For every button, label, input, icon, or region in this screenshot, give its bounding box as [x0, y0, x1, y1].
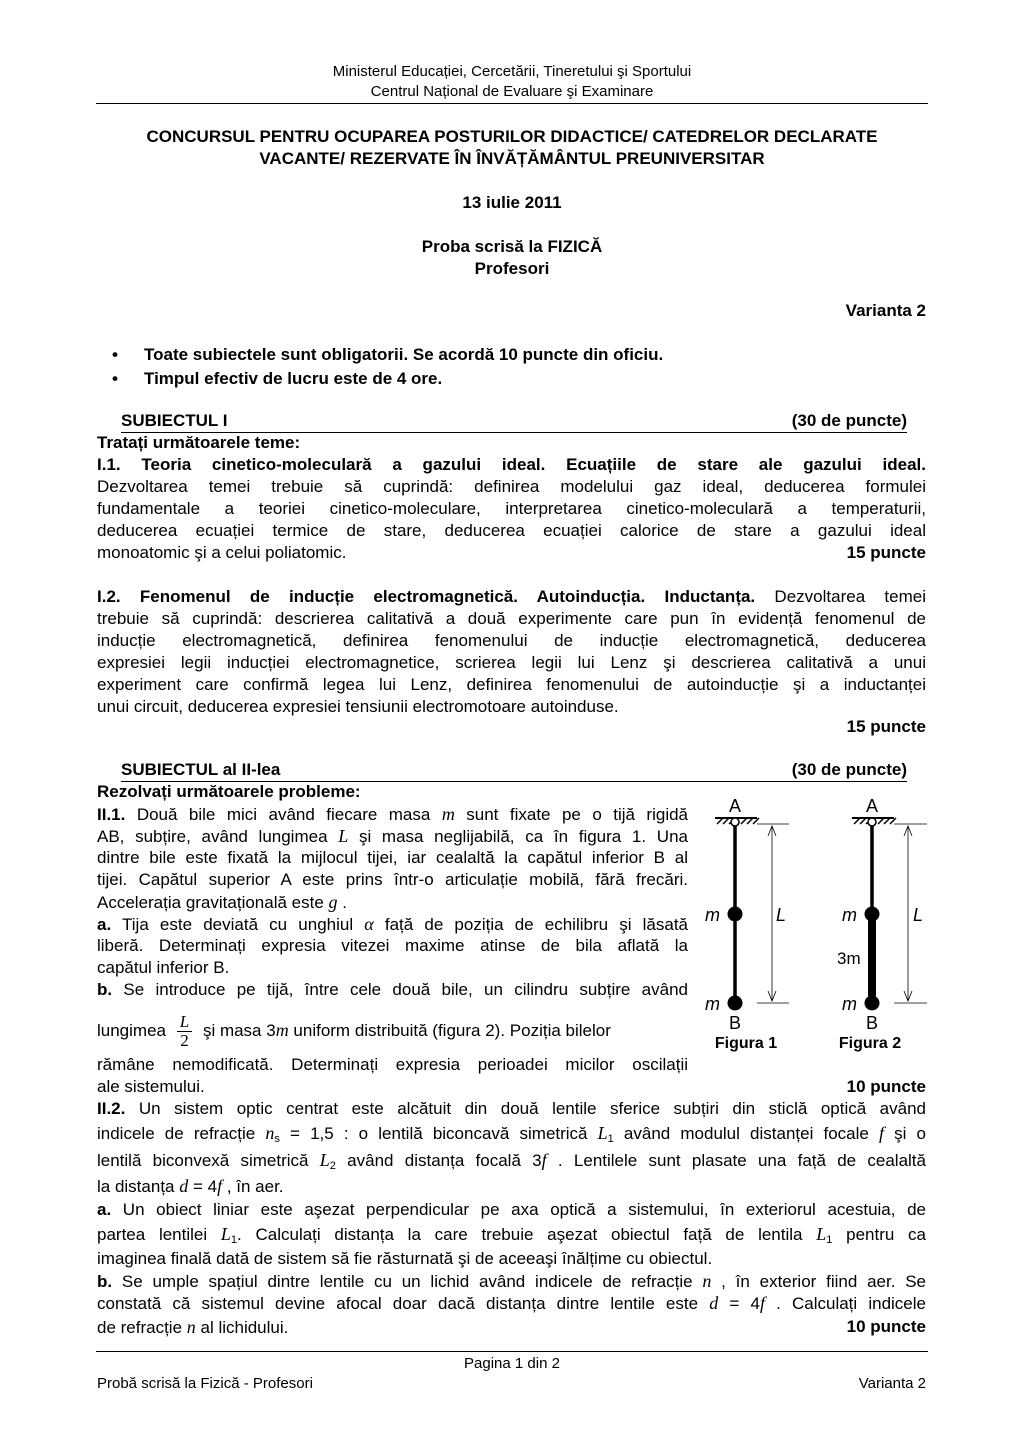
fig1-length-label: L — [776, 905, 787, 925]
page-number: Pagina 1 din 2 — [464, 1355, 560, 1372]
subject-2-intro: Rezolvați următoarele probleme: — [97, 782, 361, 801]
fig1-ball-bottom — [728, 996, 743, 1011]
figure-2-caption: Figura 2 — [838, 1035, 902, 1052]
problem-2-last: de refracție n al lichidului. 10 puncte — [97, 1317, 926, 1337]
pendulum-figures — [695, 792, 935, 1054]
title-line-2: VACANTE/ REZERVATE ÎN ÎNVĂȚĂMÂNTUL PREUNIVERSITAR — [259, 149, 765, 168]
subject-2-heading: SUBIECTUL al II-lea (30 de puncte) — [121, 759, 907, 782]
footer-rule — [96, 1351, 928, 1352]
center-name: Centrul Național de Evaluare şi Examinare — [370, 83, 654, 100]
figure-1-caption: Figura 1 — [714, 1035, 778, 1052]
topic-1-last: monoatomic şi a celui poliatomic. 15 puncte — [97, 543, 926, 562]
problem-2-score: 10 puncte — [846, 1317, 926, 1336]
fig2-cylinder-mass-label: 3m — [837, 949, 861, 968]
fig2-mass-label: m — [842, 905, 857, 925]
fig2-pivot — [868, 818, 876, 826]
topic-2-score: 15 puncte — [846, 717, 926, 736]
subject-1-heading: SUBIECTUL I (30 de puncte) — [121, 410, 907, 433]
exam-name: Proba scrisă la FIZICĂ — [421, 237, 603, 256]
footer-right: Varianta 2 — [858, 1375, 926, 1392]
fig1-mass-label-bottom: m — [705, 994, 720, 1014]
problem-1-fraction-line: lungimea $\frac{L}{2}$ şi masa 3m uniform distribuită (figura 2). Poziția bilelor — [97, 1012, 611, 1051]
fig2-label-b: B — [865, 1013, 879, 1033]
variant-label: Varianta 2 — [845, 301, 926, 320]
problem-1-score: 10 puncte — [846, 1077, 926, 1096]
fig1-mass-label: m — [705, 905, 720, 925]
fig1-ball-middle — [728, 907, 743, 922]
topic-1-score: 15 puncte — [846, 543, 926, 562]
fig2-mass-label-bottom: m — [842, 994, 857, 1014]
fig1-label-b: B — [728, 1013, 742, 1033]
exam-date: 13 iulie 2011 — [462, 193, 562, 212]
fig1-label-a: A — [728, 796, 742, 816]
problem-1: II.1. Două bile mici având fiecare masa m sunt fixate pe o tijă rigidă AB, subțire, având lungimea L şi masa neglijabilă, ca în figura 1. Una dintre bile este fixată la mijlocul tijei, iar cealaltă la capătul inferior B al tijei. Capătul superior A este prins într-o articulație mobilă, fără frecări. Accelerația gravitațională este g . a. Tija este deviată cu unghiul α față de poziția de echilibru şi lăsată liberă. Determinați expresia vitezei maxime atinse de bila aflată la capătul inferior B. b. Se introduce pe tijă, între cele două bile, un cilindru subțire având — [97, 804, 689, 999]
rule-item: • Toate subiectele sunt obligatorii. Se acordă 10 puncte din oficiu. — [112, 345, 664, 364]
fig2-ball-bottom — [865, 996, 880, 1011]
exam-audience: Profesori — [474, 259, 550, 278]
footer-left: Probă scrisă la Fizică - Profesori — [97, 1375, 313, 1392]
header-rule — [96, 103, 928, 104]
rules-list — [112, 343, 663, 391]
fig1-pivot — [731, 818, 739, 826]
topic-1: I.1. Teoria cinetico-moleculară a gazului ideal. Ecuațiile de stare ale gazului ideal. Dezvoltarea temei trebuie să cuprindă: definirea modelului gaz ideal, deducerea formulei fundamentale a teoriei cinetico-moleculare, interpretarea cinetico-moleculară a temperaturii, deducerea ecuației termice de stare, deducerea ecuației calorice de stare a gazului ideal — [97, 455, 926, 540]
problem-2: II.2. Un sistem optic centrat este alcătuit din două lentile sferice subțiri din sticlă optică având indicele de refracție ns = 1,5 : o lentilă biconcavă simetrică L1 având modulul distanței focale f şi o lentilă biconvexă simetrică L2 având distanța focală 3f . Lentilele sunt plasate una față de cealaltă la distanța d = 4f , în aer. a. Un obiect liniar este aşezat perpendicular pe axa optică a sistemului, în exteriorul acestuia, de partea lentilei L1. Calculați distanța la care trebuie aşezat obiectul față de lentila L1 pentru ca imaginea finală dată de sistem să fie răsturnată şi de aceeaşi înălțime cu obiectul. b. Se umple spațiul dintre lentile cu un lichid având indicele de refracție n , în exterior fiind aer. Se constată că sistemul devine afocal doar dacă distanța dintre lentile este d = 4f . Calculați indicele — [97, 1099, 927, 1313]
subject-1-intro: Tratați următoarele teme: — [97, 433, 301, 452]
fig2-label-a: A — [865, 796, 879, 816]
problem-1-score-row — [97, 1076, 926, 1098]
topic-2: I.2. Fenomenul de inducție electromagnetică. Autoinducția. Inductanța. Dezvoltarea temei trebuie să cuprindă: descrierea calitativă a două experimente care pun în evidență fenomenul de inducție electromagnetică, definirea fenomenului de inducție electromagnetică, deducerea expresiei legii inducției electromagnetice, scrierea legii lui Lenz şi descrierea calitativă a unui experiment care confirmă legea lui Lenz, definirea fenomenului de autoinducție şi a inductanței unui circuit, deducerea expresiei tensiunii electromotoare autoinduse. — [97, 587, 926, 716]
rule-item: • Timpul efectiv de lucru este de 4 ore. — [112, 369, 443, 388]
fig2-ball-middle — [865, 907, 880, 922]
ministry-name: Ministerul Educației, Cercetării, Tineretului şi Sportului — [332, 63, 692, 80]
title-line-1: CONCURSUL PENTRU OCUPAREA POSTURILOR DIDACTICE/ CATEDRELOR DECLARATE — [146, 127, 878, 146]
fig2-length-label: L — [913, 905, 924, 925]
topic-2-score-row — [97, 716, 926, 738]
problem-1-end: rămâne nemodificată. Determinați expresia perioadei micilor oscilații ale sistemului. — [97, 1055, 688, 1096]
